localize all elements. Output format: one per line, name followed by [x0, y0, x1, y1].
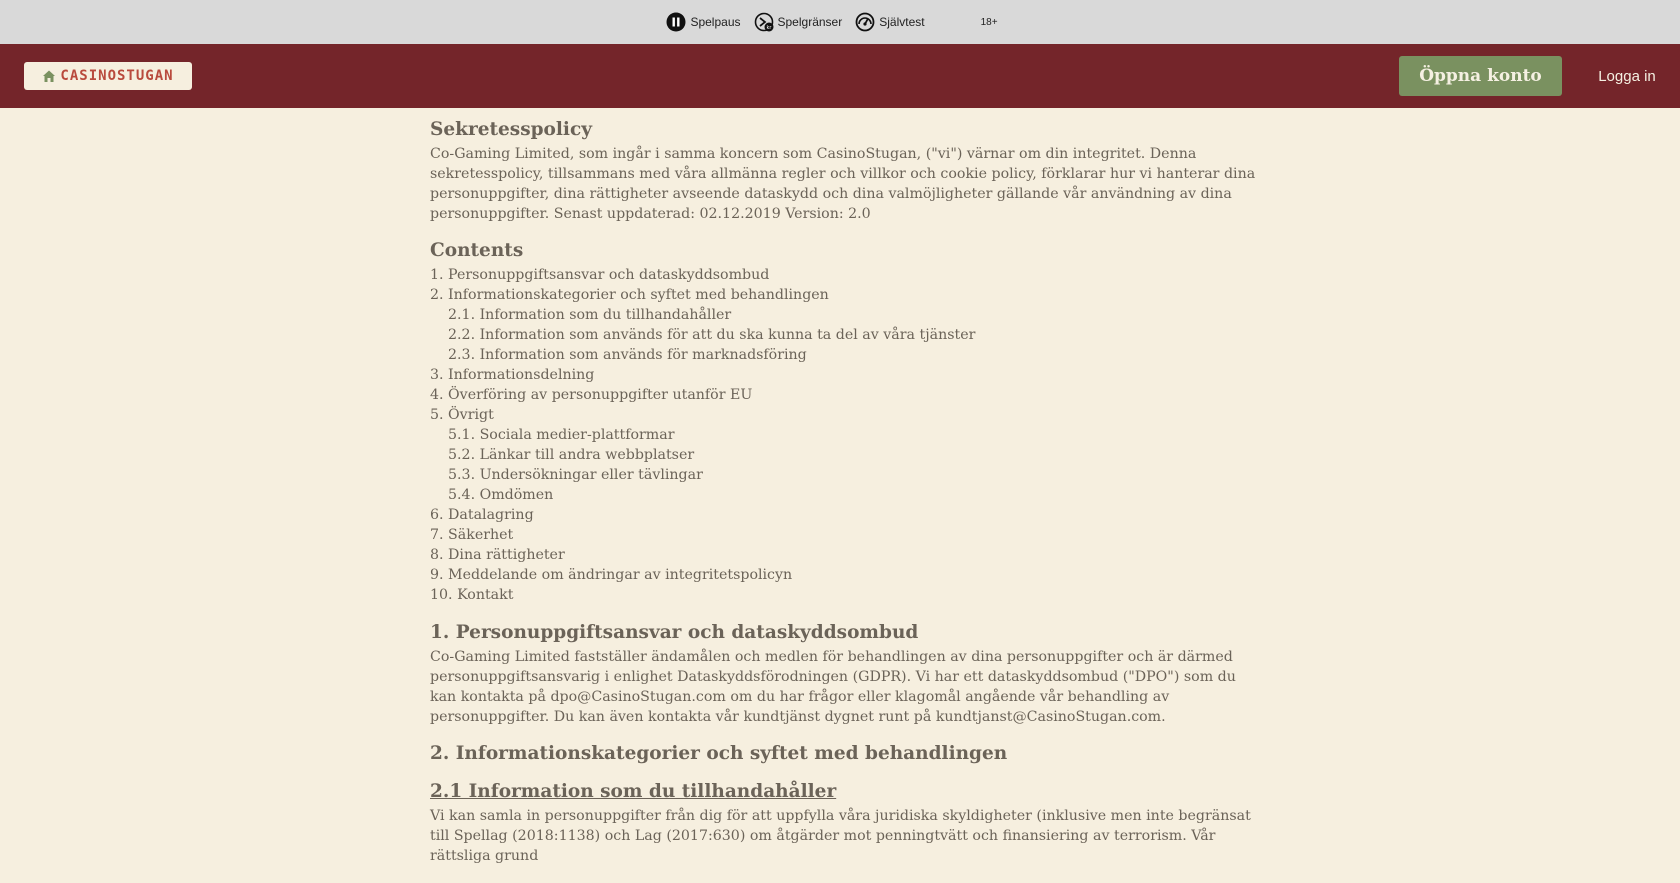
gauge-icon — [855, 12, 875, 32]
toc-item[interactable]: 7. Säkerhet — [430, 527, 514, 543]
toc-subitem[interactable]: 2.3. Information som används för marknadsföring — [448, 347, 807, 363]
spelpaus-label: Spelpaus — [690, 15, 741, 29]
sjalvtest-link[interactable] — [855, 12, 924, 32]
logo-text: CASINOSTUGAN — [60, 68, 174, 84]
login-button[interactable]: Logga in — [1580, 56, 1674, 96]
section1-paragraph: Co-Gaming Limited fastställer ändamålen och medlen för behandlingen av dina personuppgifter och är därmed personuppgiftsansvarig i enlighet Dataskyddsförodningen (GDPR). Vi har ett dataskyddsombud ("DPO") som du kan kontakta på dpo@CasinoStugan.com om du har frågor eller klagomål angående vår behandling av personuppgifter. Du kan även kontakta vår kundtjänst dygnet runt på kundtjanst@CasinoStugan.com. — [430, 649, 1236, 725]
contents-heading: Contents — [430, 240, 524, 261]
section1-heading: 1. Personuppgiftsansvar och dataskyddsombud — [430, 622, 919, 643]
svg-text:kr: kr — [766, 25, 771, 31]
spelpaus-link[interactable] — [666, 12, 740, 32]
toc-subitem[interactable]: 2.1. Information som du tillhandahåller — [448, 307, 732, 323]
toc-subitem[interactable]: 5.1. Sociala medier-plattformar — [448, 427, 675, 443]
intro-paragraph: Co-Gaming Limited, som ingår i samma koncern som CasinoStugan, ("vi") värnar om din integritet. Denna sekretesspolicy, tillsammans med våra allmänna regler och villkor och cookie policy, förklarar hur vi hanterar dina personuppgifter, dina rättigheter avseende dataskydd och dina valmöjligheter gällande vår användning av dina personuppgifter. Senast uppdaterad: 02.12.2019 Version: 2.0 — [430, 146, 1256, 222]
sjalvtest-label: Självtest — [879, 15, 925, 29]
site-header — [0, 44, 1680, 108]
table-of-contents — [430, 265, 1260, 605]
toc-item[interactable]: 5. Övrigt — [430, 407, 494, 423]
toc-subitem[interactable]: 5.2. Länkar till andra webbplatser — [448, 447, 695, 463]
toc-item[interactable]: 6. Datalagring — [430, 507, 534, 523]
toc-subitem[interactable]: 5.3. Undersökningar eller tävlingar — [448, 467, 703, 483]
pause-icon — [666, 12, 686, 32]
toc-item[interactable]: 8. Dina rättigheter — [430, 547, 565, 563]
toc-item[interactable]: 9. Meddelande om ändringar av integritetspolicyn — [430, 567, 793, 583]
page-title: Sekretesspolicy — [430, 119, 592, 140]
limits-icon — [754, 12, 774, 32]
toc-item[interactable]: 2. Informationskategorier och syftet med behandlingen — [430, 287, 829, 303]
section2-heading: 2. Informationskategorier och syftet med behandlingen — [430, 743, 1008, 764]
section21-heading: 2.1 Information som du tillhandahåller — [430, 781, 837, 802]
age-limit-badge: 18+ — [980, 16, 998, 28]
privacy-policy-content — [430, 120, 1260, 883]
toc-item[interactable]: 4. Överföring av personuppgifter utanför EU — [430, 387, 753, 403]
responsible-gaming-bar — [0, 0, 1680, 44]
toc-subitem[interactable]: 5.4. Omdömen — [448, 487, 554, 503]
toc-item[interactable]: 10. Kontakt — [430, 587, 514, 603]
spelgranser-label: Spelgränser — [777, 15, 843, 29]
section21-paragraph: Vi kan samla in personuppgifter från dig för att uppfylla våra juridiska skyldigheter (inklusive men inte begränsat till Spellag (2018:1138) och Lag (2017:630) om åtgärder mot penningtvätt och finansiering av terrorism. Vår rättsliga grund — [430, 808, 1251, 864]
spelgranser-link[interactable] — [754, 12, 843, 32]
toc-item[interactable]: 3. Informationsdelning — [430, 367, 595, 383]
house-icon — [42, 69, 56, 83]
open-account-button[interactable]: Öppna konto — [1399, 56, 1562, 96]
toc-subitem[interactable]: 2.2. Information som används för att du ska kunna ta del av våra tjänster — [448, 327, 976, 343]
casinostugan-logo[interactable] — [24, 62, 192, 90]
toc-item[interactable]: 1. Personuppgiftsansvar och dataskyddsombud — [430, 267, 770, 283]
